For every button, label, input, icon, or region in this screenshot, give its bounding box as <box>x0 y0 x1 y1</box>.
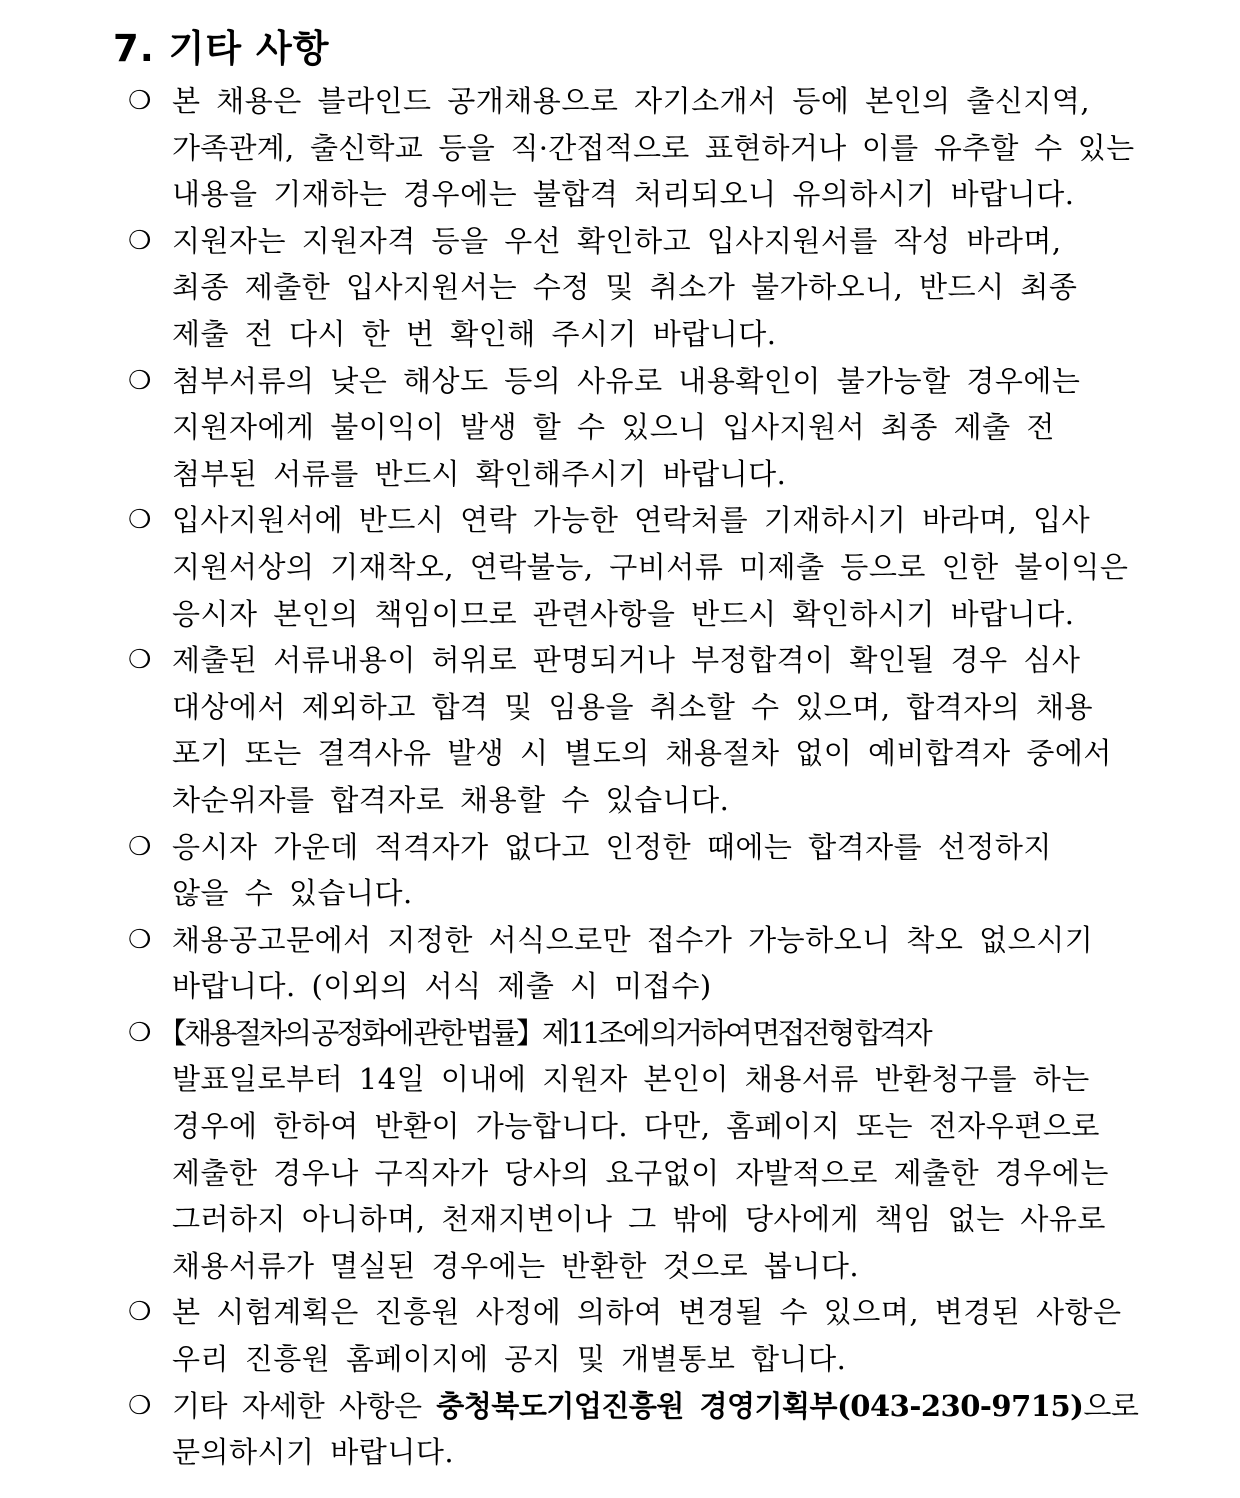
list-item <box>128 1010 1138 1290</box>
bullet-circle-icon: ❍ <box>128 86 152 116</box>
item-text-line: 제출한 경우나 구직자가 당사의 요구없이 자발적으로 제출한 경우에는 <box>172 1155 1109 1190</box>
contact-item <box>128 1383 1138 1476</box>
bullet-circle-icon: ❍ <box>128 505 152 536</box>
bullet-circle-icon: ❍ <box>128 225 152 256</box>
item-text-line: 응시자 가운데 적격자가 없다고 인정한 때에는 합격자를 선정하지 <box>172 829 1052 864</box>
item-text-line: 응시자 본인의 책임이므로 관련사항을 반드시 확인하시기 바랍니다. <box>172 596 1075 631</box>
section-title: 7. 기타 사항 <box>113 27 330 70</box>
item-text-line: 【채용절차의 공정화에 관한 법률】제11조에 의거하여 면접전형 합격자 <box>158 1015 930 1050</box>
list-item <box>128 78 1138 218</box>
item-text-line: 첨부서류의 낮은 해상도 등의 사유로 내용확인이 불가능할 경우에는 <box>172 363 1081 398</box>
contact-line <box>172 1383 1138 1430</box>
item-text-line: 바랍니다. (이외의 서식 제출 시 미접수) <box>172 969 712 1004</box>
item-text-line: 채용서류가 멸실된 경우에는 반환한 것으로 봅니다. <box>172 1248 860 1283</box>
item-text-line: 발표일로부터 14일 이내에 지원자 본인이 채용서류 반환청구를 하는 <box>172 1062 1090 1097</box>
item-text-line: 경우에 한하여 반환이 가능합니다. 다만, 홈페이지 또는 전자우편으로 <box>172 1109 1100 1144</box>
contact-prefix: 기타 자세한 사항은 <box>172 1388 437 1423</box>
contact-organization: 충청북도기업진흥원 경영기획부(043-230-9715) <box>436 1388 1084 1423</box>
item-text-line: 첨부된 서류를 반드시 확인해주시기 바랍니다. <box>172 456 787 491</box>
contact-line-2: 문의하시기 바랍니다. <box>172 1435 455 1470</box>
list-item <box>128 497 1138 637</box>
item-text-line: 본 시험계획은 진흥원 사정에 의하여 변경될 수 있으며, 변경된 사항은 <box>172 1295 1122 1330</box>
item-text-line: 대상에서 제외하고 합격 및 임용을 취소할 수 있으며, 합격자의 채용 <box>172 689 1094 724</box>
bullet-circle-icon: ❍ <box>128 924 152 955</box>
contact-suffix: 으로 <box>1083 1388 1139 1423</box>
item-text-line: 제출된 서류내용이 허위로 판명되거나 부정합격이 확인될 경우 심사 <box>172 643 1081 678</box>
item-text-line: 본 채용은 블라인드 공개채용으로 자기소개서 등에 본인의 출신지역, <box>172 84 1091 118</box>
item-text-line: 입사지원서에 반드시 연락 가능한 연락처를 기재하시기 바라며, 입사 <box>172 503 1091 538</box>
list-item <box>128 218 1138 358</box>
item-text-line: 채용공고문에서 지정한 서식으로만 접수가 가능하오니 착오 없으시기 <box>172 922 1094 957</box>
item-text-line: 우리 진흥원 홈페이지에 공지 및 개별통보 합니다. <box>172 1342 847 1377</box>
list-item <box>128 824 1138 917</box>
bullet-circle-icon: ❍ <box>128 645 152 676</box>
item-text-line: 가족관계, 출신학교 등을 직·간접적으로 표현하거나 이를 유추할 수 있는 <box>172 130 1135 165</box>
bullet-circle-icon: ❍ <box>128 365 152 396</box>
item-text-line: 지원서상의 기재착오, 연락불능, 구비서류 미제출 등으로 인한 불이익은 <box>172 549 1129 584</box>
item-text-line: 그러하지 아니하며, 천재지변이나 그 밖에 당사에게 책임 없는 사유로 <box>172 1202 1106 1237</box>
item-text-line: 지원자에게 불이익이 발생 할 수 있으니 입사지원서 최종 제출 전 <box>172 410 1055 445</box>
list-item <box>128 358 1138 498</box>
item-text-line: 차순위자를 합격자로 채용할 수 있습니다. <box>172 782 730 817</box>
item-text-line: 포기 또는 결격사유 발생 시 별도의 채용절차 없이 예비합격자 중에서 <box>172 736 1112 771</box>
bullet-circle-icon: ❍ <box>128 1297 152 1328</box>
list-item <box>128 917 1138 1010</box>
item-text-line: 최종 제출한 입사지원서는 수정 및 취소가 불가하오니, 반드시 최종 <box>172 270 1078 305</box>
item-text-line: 지원자는 지원자격 등을 우선 확인하고 입사지원서를 작성 바라며, <box>172 223 1062 258</box>
bullet-circle-icon: ❍ <box>128 1017 152 1048</box>
list-item <box>128 1289 1138 1382</box>
item-text-line: 제출 전 다시 한 번 확인해 주시기 바랍니다. <box>172 316 777 351</box>
list-item <box>128 637 1138 823</box>
bullet-circle-icon: ❍ <box>128 1390 152 1421</box>
bullet-circle-icon: ❍ <box>128 831 152 862</box>
item-text-line: 않을 수 있습니다. <box>172 876 413 911</box>
notice-list <box>128 78 1138 1476</box>
item-text-line: 내용을 기재하는 경우에는 불합격 처리되오니 유의하시기 바랍니다. <box>172 177 1075 212</box>
